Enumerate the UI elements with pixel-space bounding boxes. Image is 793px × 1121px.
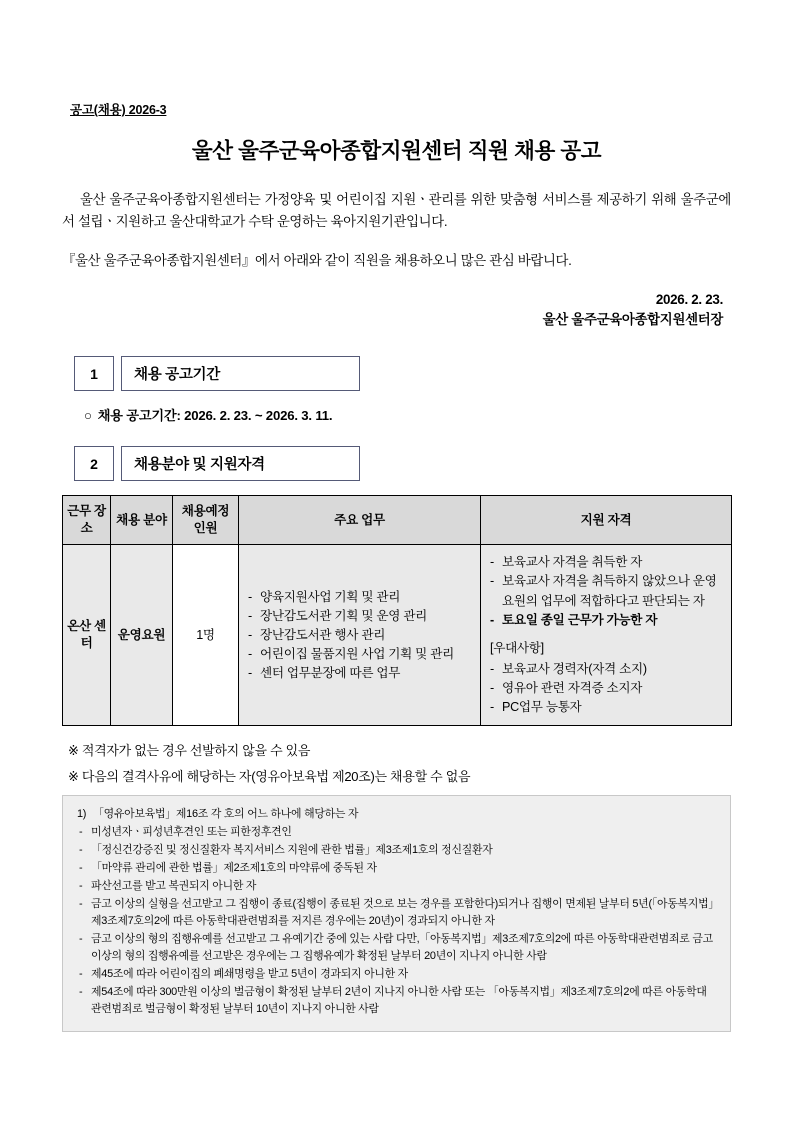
cell-count: 1명 [173, 545, 239, 726]
section-number-2: 2 [74, 446, 114, 481]
qualification-item-highlight: - 토요일 종일 근무가 가능한 자 [490, 611, 722, 630]
col-header-field: 채용 분야 [111, 496, 173, 545]
disqualification-item: - 금고 이상의 형의 집행유예를 선고받고 그 유예기간 중에 있는 사람 다만,「아동복지법」제3조제7호의2에 따른 아동학대관련범죄로 금고 이상의 형의 집행유예를 선고받은 경우에는 그 집행유예가 확정된 날부터 20년이 지나지 아니한 사람 [77, 931, 716, 965]
disqualification-item: - 「마약류 관리에 관한 법률」제2조제1호의 마약류에 중독된 자 [77, 860, 716, 877]
preference-list [490, 660, 722, 717]
preference-item: - PC업무 능통자 [490, 698, 722, 717]
note-line-1: ※ 적격자가 없는 경우 선발하지 않을 수 있음 [68, 743, 311, 759]
cell-field: 운영요원 [111, 545, 173, 726]
disqualification-box [62, 795, 731, 1032]
note-line-2: ※ 다음의 결격사유에 해당하는 자(영유아보육법 제20조)는 채용할 수 없음 [68, 769, 471, 785]
duty-item: - 어린이집 물품지원 사업 기획 및 관리 [248, 645, 471, 664]
qualification-item: - 보육교사 자격을 취득한 자 [490, 553, 722, 572]
intro-text-2: 『울산 울주군육아종합지원센터』에서 아래와 같이 직원을 채용하오니 많은 관심 바랍니다. [62, 253, 572, 269]
preference-item: - 영유아 관련 자격증 소지자 [490, 679, 722, 698]
table-header-row [63, 496, 732, 545]
disqualification-number: 1) [77, 808, 87, 821]
cell-qualification [481, 545, 732, 726]
recruitment-table [62, 495, 732, 726]
preference-heading: [우대사항] [490, 640, 544, 655]
section-header-1 [74, 356, 360, 391]
disqualification-item: - 미성년자ㆍ피성년후견인 또는 피한정후견인 [77, 824, 716, 841]
cell-place: 온산 센터 [63, 545, 111, 726]
qualification-item: - 보육교사 자격을 취득하지 않았으나 운영요원의 업무에 적합하다고 판단되는 자 [490, 572, 722, 610]
notice-number: 공고(채용) 2026-3 [70, 103, 167, 117]
col-header-qualification: 지원 자격 [481, 496, 732, 545]
issue-block [62, 290, 723, 330]
duty-item: - 장난감도서관 행사 관리 [248, 626, 471, 645]
issuer-name: 울산 울주군육아종합지원센터장 [542, 312, 723, 328]
page-title: 울산 울주군육아종합지원센터 직원 채용 공고 [191, 139, 602, 163]
col-header-duties: 주요 업무 [239, 496, 481, 545]
section-label-1: 채용 공고기간 [121, 356, 360, 391]
col-header-place: 근무 장소 [63, 496, 111, 545]
section-header-2 [74, 446, 360, 481]
table-row [63, 545, 732, 726]
bullet-marker: ○ [84, 408, 92, 424]
duty-item: - 양육지원사업 기획 및 관리 [248, 588, 471, 607]
disqualification-item: - 제45조에 따라 어린이집의 폐쇄명령을 받고 5년이 경과되지 아니한 자 [77, 966, 716, 983]
cell-duties [239, 545, 481, 726]
intro-paragraph-1 [62, 189, 731, 232]
qualification-list [490, 553, 722, 630]
recruit-period-line [84, 405, 731, 424]
duty-item: - 장난감도서관 기획 및 운영 관리 [248, 607, 471, 626]
issue-date: 2026. 2. 23. [655, 292, 723, 308]
intro-text-1: 울산 울주군육아종합지원센터는 가정양육 및 어린이집 지원ㆍ관리를 위한 맞춤형 서비스를 제공하기 위해 울주군에서 설립ㆍ지원하고 울산대학교가 수탁 운영하는 육아지원기관입니다. [62, 192, 731, 229]
section-label-2: 채용분야 및 지원자격 [121, 446, 360, 481]
disqualification-item: - 파산선고를 받고 복권되지 아니한 자 [77, 878, 716, 895]
disqualification-list [77, 806, 716, 1018]
section-number-1: 1 [74, 356, 114, 391]
disqualification-item: - 제54조에 따라 300만원 이상의 벌금형이 확정된 날부터 2년이 지나지 아니한 사람 또는 「아동복지법」제3조제7호의2에 따른 아동학대관련범죄로 벌금형이 확정된 날부터 10년이 지나지 아니한 사람 [77, 984, 716, 1018]
intro-paragraph-2 [62, 250, 731, 272]
duties-list [248, 588, 471, 684]
disqualification-item: - 「정신건강증진 및 정신질환자 복지서비스 지원에 관한 법률」제3조제1호의 정신질환자 [77, 842, 716, 859]
disqualification-title-text: 「영유아보육법」제16조 각 호의 어느 하나에 해당하는 자 [93, 808, 359, 821]
col-header-count: 채용예정 인원 [173, 496, 239, 545]
recruit-period-text: 채용 공고기간: 2026. 2. 23. ~ 2026. 3. 11. [97, 408, 333, 424]
disqualification-title [77, 806, 716, 823]
duty-item: - 센터 업무분장에 따른 업무 [248, 664, 471, 683]
disqualification-item: - 금고 이상의 실형을 선고받고 그 집행이 종료(집행이 종료된 것으로 보는 경우를 포함한다)되거나 집행이 면제된 날부터 5년(「아동복지법」제3조제7호의2에 따른 아동학대관련범죄를 저지른 경우에는 20년)이 경과되지 아니한 자 [77, 896, 716, 930]
preference-item: - 보육교사 경력자(자격 소지) [490, 660, 722, 679]
